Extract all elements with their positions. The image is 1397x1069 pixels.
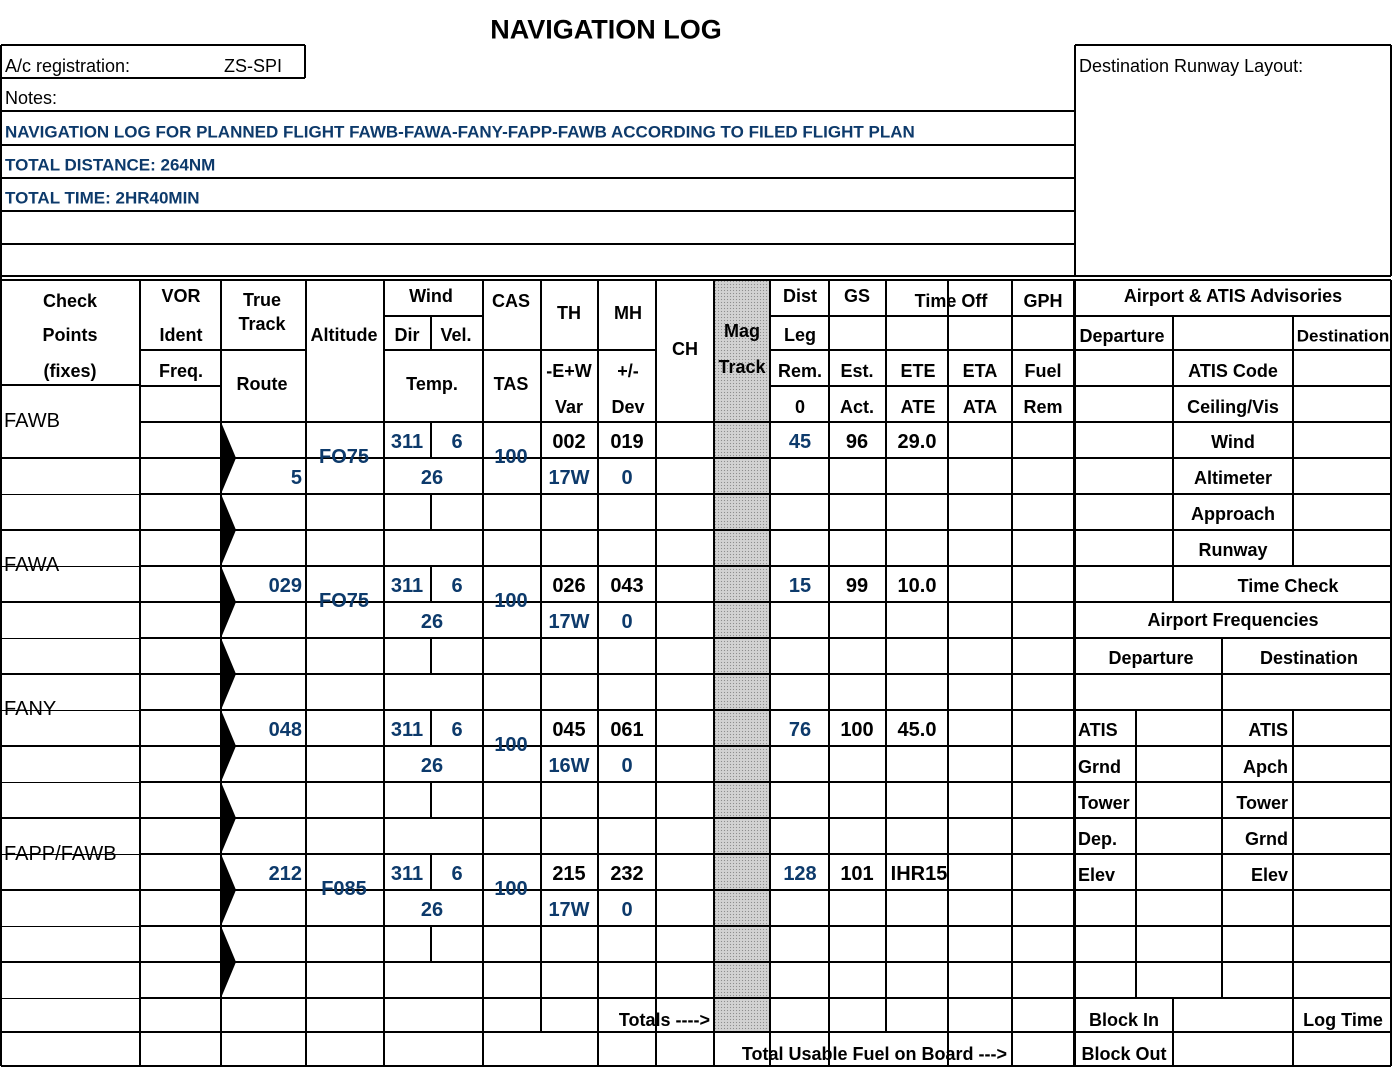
grid-line	[1075, 601, 1391, 603]
grid-line	[140, 493, 1074, 495]
freq-dest-atis: ATIS	[1248, 720, 1288, 740]
grid-line	[1075, 889, 1391, 890]
grid-line	[140, 709, 1074, 711]
grid-line	[1, 210, 1075, 211]
grid-line	[1, 926, 140, 927]
hdr-fuel-rem: Rem	[1023, 397, 1063, 417]
route-arrow	[221, 926, 236, 998]
grid-line	[1075, 925, 1391, 926]
grid-line	[1, 384, 140, 386]
freq-dest-tower: Tower	[1236, 793, 1288, 813]
leg2-gs-est[interactable]: 99	[845, 575, 869, 597]
grid-line	[1, 275, 1391, 277]
grid-line	[1075, 709, 1391, 710]
hdr-vor: VOR	[161, 286, 201, 306]
grid-line	[140, 673, 1074, 674]
grid-line	[1075, 529, 1391, 530]
grid-line	[1, 529, 140, 531]
notes-label: Notes:	[5, 88, 58, 108]
grid-line	[430, 854, 431, 890]
hdr-ata: ATA	[962, 397, 998, 417]
leg3-temp[interactable]: 26	[420, 755, 444, 777]
hdr-vel: Vel.	[440, 325, 472, 345]
hdr-gs: GS	[843, 286, 871, 306]
leg4-ete[interactable]: IHR15	[890, 863, 948, 885]
route-arrow	[221, 494, 236, 566]
grid-line	[0, 45, 1, 1066]
grid-line	[1075, 1031, 1391, 1032]
grid-line	[430, 638, 431, 674]
grid-line	[140, 349, 306, 350]
note-line-3[interactable]: TOTAL TIME: 2HR40MIN	[5, 188, 200, 208]
leg3-wind-dir[interactable]: 311	[390, 719, 424, 741]
leg1-route[interactable]: 5	[290, 467, 302, 489]
grid-line	[1, 673, 140, 675]
leg4-temp[interactable]: 26	[420, 899, 444, 921]
leg3-ete[interactable]: 45.0	[897, 719, 937, 741]
atis-time-check-label: Time Check	[1237, 576, 1339, 596]
grid-line	[140, 997, 1074, 999]
hdr-dir: Dir	[394, 325, 420, 345]
freq-departure: Departure	[1108, 648, 1194, 668]
grid-line	[1074, 45, 1075, 276]
runway-layout-label: Destination Runway Layout:	[1079, 56, 1304, 76]
grid-line	[140, 529, 1074, 530]
hdr-dev-sign: +/-	[617, 361, 639, 381]
grid-line	[1075, 637, 1391, 638]
leg3-mh[interactable]: 061	[610, 719, 644, 741]
freq-dest-apch: Apch	[1243, 757, 1288, 777]
grid-line	[770, 349, 1074, 350]
hdr-true: True	[242, 290, 282, 310]
leg3-var[interactable]: 16W	[548, 755, 590, 777]
grid-line	[1, 782, 140, 783]
leg4-th[interactable]: 215	[552, 863, 586, 885]
hdr-ident: Ident	[159, 325, 203, 345]
grid-line	[1075, 457, 1391, 458]
leg2-mh[interactable]: 043	[610, 575, 644, 597]
grid-line	[1075, 745, 1391, 746]
leg3-cas[interactable]: 100	[494, 734, 528, 756]
grid-line	[1075, 349, 1391, 350]
grid-line	[1075, 44, 1391, 45]
grid-line	[1075, 997, 1391, 999]
hdr-points: Points	[42, 325, 98, 345]
grid-line	[1075, 781, 1391, 782]
checkpoint-3[interactable]: FANY	[4, 698, 57, 720]
grid-line	[304, 45, 305, 78]
leg1-leg[interactable]: 45	[788, 431, 812, 453]
leg3-dev[interactable]: 0	[621, 755, 633, 777]
leg2-wind-vel[interactable]: 6	[451, 575, 463, 597]
hdr-act: Act.	[839, 397, 875, 417]
grid-line	[1, 1065, 1391, 1066]
hdr-th: TH	[557, 303, 581, 323]
grid-line	[1, 494, 140, 495]
grid-line	[541, 349, 656, 350]
leg4-mh[interactable]: 232	[610, 863, 644, 885]
grid-line	[1075, 673, 1391, 674]
grid-line	[430, 494, 431, 530]
hdr-dist: Dist	[782, 286, 818, 306]
grid-line	[1, 638, 140, 639]
hdr-ate: ATE	[900, 397, 936, 417]
grid-line	[770, 385, 886, 386]
grid-line	[1, 457, 140, 459]
hdr-track: Track	[238, 314, 286, 334]
grid-line	[1, 110, 1075, 111]
hdr-mag-track: Track	[718, 357, 766, 377]
grid-line	[430, 316, 431, 350]
leg1-cas[interactable]: 100	[494, 446, 528, 468]
atis-wind-label: Wind	[1211, 432, 1255, 452]
leg1-altitude[interactable]: FO75	[318, 446, 370, 468]
fuel-total-label: Total Usable Fuel on Board --->	[741, 1044, 1007, 1064]
block-out-label: Block Out	[1081, 1044, 1167, 1064]
hdr-check: Check	[42, 291, 98, 311]
block-in-label: Block In	[1088, 1010, 1160, 1030]
hdr-ch: CH	[672, 339, 698, 359]
leg2-temp[interactable]: 26	[420, 611, 444, 633]
grid-line	[885, 280, 887, 1032]
leg4-wind-dir[interactable]: 311	[390, 863, 424, 885]
grid-line	[430, 926, 431, 962]
grid-line	[140, 565, 1074, 567]
grid-line	[1075, 421, 1391, 422]
atis-title: Airport & ATIS Advisories	[1123, 286, 1343, 306]
grid-line	[140, 637, 1074, 639]
hdr-dev: Dev	[611, 397, 645, 417]
grid-line	[1292, 710, 1293, 998]
grid-line	[1075, 385, 1391, 386]
atis-destination: Destination	[1296, 326, 1390, 346]
leg2-altitude[interactable]: FO75	[318, 590, 370, 612]
grid-line	[384, 315, 483, 316]
hdr-tas: TAS	[493, 374, 529, 394]
leg2-cas[interactable]: 100	[494, 590, 528, 612]
grid-line	[1390, 45, 1391, 276]
freq-title: Airport Frequencies	[1147, 610, 1319, 630]
grid-line	[886, 315, 1074, 316]
leg2-th[interactable]: 026	[552, 575, 586, 597]
leg3-gs-est[interactable]: 100	[840, 719, 874, 741]
route-arrow	[221, 854, 236, 926]
leg1-wind-dir[interactable]: 311	[390, 431, 424, 453]
freq-dep-atis: ATIS	[1078, 720, 1118, 740]
freq-dest-elev: Elev	[1250, 865, 1288, 885]
checkpoint-1[interactable]: FAWB	[4, 410, 60, 432]
grid-line	[1075, 493, 1391, 494]
grid-line	[1135, 710, 1136, 998]
hdr-est: Est.	[840, 361, 874, 381]
grid-line	[140, 457, 1074, 458]
grid-line	[1, 745, 140, 747]
grid-line	[430, 566, 431, 602]
grid-line	[1, 817, 140, 819]
hdr-fixes: (fixes)	[43, 361, 97, 381]
grid-line	[1075, 853, 1391, 854]
atis-altimeter-label: Altimeter	[1193, 468, 1273, 488]
grid-line	[1, 601, 140, 603]
leg1-gs-est[interactable]: 96	[845, 431, 869, 453]
route-arrow	[221, 782, 236, 854]
leg1-mh[interactable]: 019	[610, 431, 644, 453]
leg3-wind-vel[interactable]: 6	[451, 719, 463, 741]
hdr-gph: GPH	[1023, 291, 1063, 311]
grid-line	[1, 77, 305, 78]
leg2-var[interactable]: 17W	[548, 611, 590, 633]
checkpoint-2[interactable]: FAWA	[4, 554, 60, 576]
grid-line	[1, 243, 1075, 244]
hdr-freq: Freq.	[158, 361, 204, 381]
grid-line	[384, 349, 541, 350]
grid-line	[1, 177, 1075, 178]
grid-line	[430, 782, 431, 818]
leg2-route[interactable]: 029	[268, 575, 302, 597]
hdr-var-sign: -E+W	[546, 361, 592, 381]
hdr-altitude: Altitude	[310, 325, 378, 345]
grid-line	[140, 889, 1074, 890]
leg1-th[interactable]: 002	[552, 431, 586, 453]
hdr-mh: MH	[614, 303, 642, 323]
freq-dep-elev: Elev	[1078, 865, 1116, 885]
leg4-dev[interactable]: 0	[621, 899, 633, 921]
grid-line	[1075, 565, 1391, 566]
page-title: NAVIGATION LOG	[490, 14, 722, 45]
grid-line	[140, 817, 1074, 818]
atis-ceiling-label: Ceiling/Vis	[1187, 397, 1279, 417]
hdr-var: Var	[554, 397, 584, 417]
totals-label: Totals ---->	[618, 1010, 710, 1030]
leg2-wind-dir[interactable]: 311	[390, 575, 424, 597]
log-time-label: Log Time	[1303, 1010, 1383, 1030]
grid-line	[1172, 316, 1173, 602]
grid-line	[1, 889, 140, 891]
leg1-dev[interactable]: 0	[621, 467, 633, 489]
route-arrow	[221, 566, 236, 638]
hdr-route: Route	[236, 374, 288, 394]
leg2-ete[interactable]: 10.0	[897, 575, 937, 597]
leg4-gs-est[interactable]: 101	[840, 863, 874, 885]
hdr-temp: Temp.	[406, 374, 458, 394]
mag-track-shaded-column	[714, 280, 770, 1032]
checkpoint-4[interactable]: FAPP/FAWB	[4, 843, 117, 865]
note-line-1[interactable]: NAVIGATION LOG FOR PLANNED FLIGHT FAWB-FAWA-FANY-FAPP-FAWB ACCORDING TO FILED FLIGHT PLAN	[5, 122, 915, 142]
grid-line	[140, 925, 1074, 927]
grid-line	[1075, 961, 1391, 962]
leg4-leg[interactable]: 128	[783, 863, 817, 885]
route-arrow	[221, 422, 236, 494]
leg1-temp[interactable]: 26	[420, 467, 444, 489]
note-line-2[interactable]: TOTAL DISTANCE: 264NM	[5, 155, 216, 175]
registration-label: A/c registration:	[5, 56, 131, 76]
atis-departure: Departure	[1079, 326, 1165, 346]
hdr-wind: Wind	[409, 286, 453, 306]
hdr-mag: Mag	[724, 321, 760, 341]
grid-line	[540, 280, 542, 1032]
leg1-wind-vel[interactable]: 6	[451, 431, 463, 453]
atis-code-label: ATIS Code	[1188, 361, 1278, 381]
registration-value[interactable]: ZS-SPI	[224, 56, 283, 76]
hdr-eta: ETA	[962, 361, 998, 381]
hdr-cas: CAS	[491, 291, 531, 311]
atis-runway-label: Runway	[1198, 540, 1268, 560]
grid-line	[140, 421, 1074, 423]
freq-destination: Destination	[1259, 648, 1359, 668]
grid-line	[140, 385, 221, 386]
grid-line	[1, 144, 1075, 145]
leg3-leg[interactable]: 76	[788, 719, 812, 741]
grid-line	[140, 601, 1074, 602]
grid-line	[1, 961, 140, 963]
hdr-rem: Rem.	[777, 361, 823, 381]
freq-dep-grnd: Grnd	[1078, 757, 1121, 777]
leg4-route[interactable]: 212	[268, 863, 302, 885]
grid-line	[1, 1031, 1074, 1033]
route-arrow	[221, 638, 236, 710]
hdr-zero: 0	[794, 397, 806, 417]
grid-line	[430, 422, 431, 458]
grid-line	[140, 745, 1074, 746]
grid-line	[140, 961, 1074, 962]
hdr-leg: Leg	[783, 325, 817, 345]
freq-dep-dep: Dep.	[1078, 829, 1118, 849]
grid-line	[430, 710, 431, 746]
leg3-th[interactable]: 045	[552, 719, 586, 741]
leg4-var[interactable]: 17W	[548, 899, 590, 921]
grid-line	[770, 315, 886, 316]
hdr-fuel: Fuel	[1024, 361, 1062, 381]
freq-dep-tower: Tower	[1078, 793, 1130, 813]
atis-approach-label: Approach	[1190, 504, 1276, 524]
leg1-var[interactable]: 17W	[548, 467, 590, 489]
grid-line	[1, 44, 305, 45]
leg2-leg[interactable]: 15	[788, 575, 812, 597]
leg2-dev[interactable]: 0	[621, 611, 633, 633]
leg4-wind-vel[interactable]: 6	[451, 863, 463, 885]
grid-line	[140, 781, 1074, 783]
leg3-route[interactable]: 048	[268, 719, 302, 741]
grid-line	[886, 385, 1074, 386]
grid-line	[1075, 817, 1391, 818]
grid-line	[1075, 315, 1391, 316]
grid-line	[140, 853, 1074, 855]
grid-line	[1, 279, 1391, 281]
grid-line	[1, 998, 140, 999]
leg1-ete[interactable]: 29.0	[897, 431, 937, 453]
hdr-ete: ETE	[900, 361, 936, 381]
leg4-cas[interactable]: 100	[494, 878, 528, 900]
route-arrow	[221, 710, 236, 782]
freq-dest-grnd: Grnd	[1245, 829, 1288, 849]
leg4-altitude[interactable]: F085	[321, 878, 367, 900]
hdr-time-off: Time Off	[914, 291, 988, 311]
